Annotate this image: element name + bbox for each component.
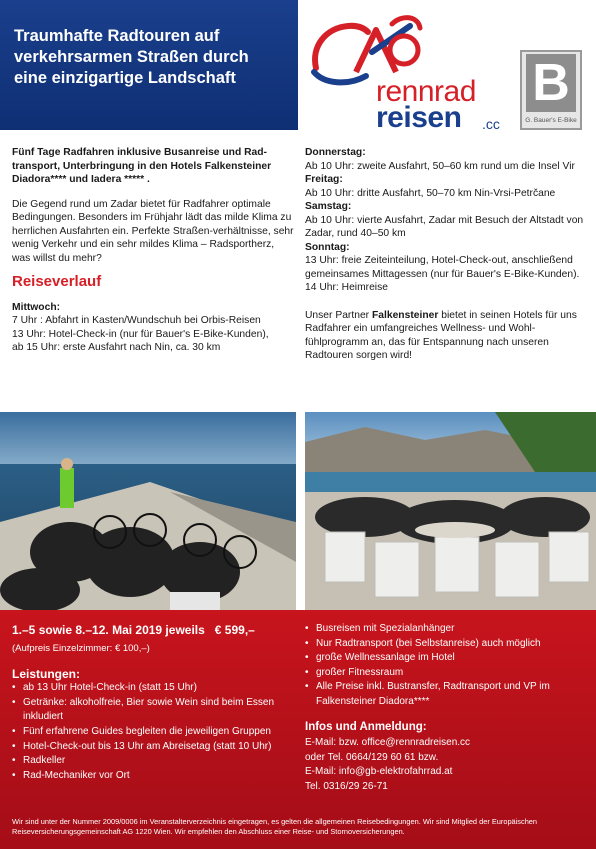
price: € 599,–	[214, 623, 255, 637]
offer-left	[12, 622, 300, 783]
region-paragraph: Die Gegend rund um Zadar bietet für Radfahrer optimale Bedingungen. Besonders im Frühjahr lädt das milde Klima zu herrlichen Ausfahrten ein. Perfekte Straßen-verhältnisse, sehr wenig Verkehr und ein sehr mildes Klima – Radsportherz, was willst du mehr?	[12, 198, 294, 264]
info-title: Infos und Anmeldung:	[305, 720, 427, 733]
header	[0, 0, 596, 135]
list-item: • Hotel-Check-out bis 13 Uhr am Abreisetag (statt 10 Uhr)	[12, 740, 300, 755]
contact-line[interactable]: E-Mail: bzw. office@rennradreisen.cc	[305, 737, 471, 749]
day-heading: Donnerstag:	[305, 147, 366, 158]
extras-list	[305, 622, 589, 710]
section-title-reiseverlauf: Reiseverlauf	[12, 273, 102, 290]
day-line: 7 Uhr : Abfahrt in Kasten/Wundschuh bei Orbis-Reisen	[12, 315, 261, 326]
legal-footer: Wir sind unter der Nummer 2009/0006 im Veranstalterverzeichnis eingetragen, es gelten die allgemeinen Reisebedingungen. Wir sind Mitglied der Europäischen Reiseversicherungsgemeinschaft AG 1220 Wien. Wir empfehlen den Abschluss einer Reise- und Stornoversicherungen.	[12, 817, 538, 836]
partner-name: Falkensteiner	[371, 309, 439, 321]
partner-suffix: bietet in seinen Hotels für uns Radfahrer ein umfangreiches Wellness- und Wohl-fühlprogramm an, das für Entspannung nach unseren Radtouren sorgen wird!	[305, 309, 577, 361]
contact-line: oder Tel. 0664/129 60 61 bzw.	[305, 751, 439, 763]
day-text: Ab 10 Uhr: zweite Ausfahrt, 50–60 km rund um die Insel Vir	[305, 160, 575, 172]
leistungen-list	[12, 681, 300, 783]
list-item: • großer Fitnessraum	[305, 666, 589, 681]
day-heading: Samstag:	[305, 201, 352, 212]
day-block	[305, 200, 589, 241]
partner-paragraph	[305, 309, 589, 363]
hotel-terrace-photo	[305, 412, 596, 610]
logo-word-rennrad: rennrad	[376, 75, 476, 108]
intro-text: Fünf Tage Radfahren inklusive Busanreise und Rad-transport, Unterbringung in den Hotels Falkensteiner Diadora**** und Iadera ***** .	[12, 147, 272, 185]
b-logo-caption: G. Bauer's E-Bike	[525, 117, 577, 124]
offer-panel	[0, 610, 596, 849]
list-item: • Alle Preise inkl. Bustransfer, Radtransport und VP im Falkensteiner Diadora****	[305, 680, 589, 709]
single-room-surcharge: (Aufpreis Einzelzimmer: € 100,–)	[12, 643, 150, 654]
b-logo-letter: B	[526, 54, 576, 112]
list-item: • große Wellnessanlage im Hotel	[305, 651, 589, 666]
headline	[14, 26, 286, 89]
list-item: • Rad-Mechaniker vor Ort	[12, 769, 300, 784]
logo-word-reisen: reisen	[376, 101, 462, 134]
dates-text: 1.–5 sowie 8.–12. Mai 2019 jeweils	[12, 623, 205, 637]
day-line: 13 Uhr: Hotel-Check-in (nur für Bauer's E-Bike-Kunden),	[12, 328, 269, 340]
bauer-e-bike-logo	[520, 50, 582, 130]
day-heading: Freitag:	[305, 174, 343, 185]
headline-line: Traumhafte Radtouren auf	[14, 27, 220, 45]
right-column	[305, 146, 589, 363]
headline-line: eine einzigartige Landschaft	[14, 69, 236, 87]
leistungen-title: Leistungen:	[12, 666, 80, 681]
list-item: • ab 13 Uhr Hotel-Check-in (statt 15 Uhr)	[12, 681, 300, 696]
list-item: • Fünf erfahrene Guides begleiten die jeweiligen Gruppen	[12, 725, 300, 740]
day-block	[305, 173, 589, 200]
contact-line[interactable]: E-Mail: info@gb-elektrofahrrad.at	[305, 766, 453, 778]
headline-line: verkehrsarmen Straßen durch	[14, 48, 249, 66]
offer-right	[305, 622, 589, 795]
contact-line: Tel. 0316/29 26-71	[305, 780, 388, 792]
travel-dates	[12, 622, 300, 638]
list-item: • Getränke: alkoholfreie, Bier sowie Wein sind beim Essen inkludiert	[12, 696, 300, 725]
partner-prefix: Unser Partner	[305, 309, 372, 321]
day-block	[305, 146, 589, 173]
day-line: ab 15 Uhr: erste Ausfahrt nach Nin, ca. 30 km	[12, 342, 221, 353]
list-item: • Nur Radtransport (bei Selbstanreise) auch möglich	[305, 637, 589, 652]
day-heading: Sonntag:	[305, 241, 350, 253]
list-item: • Radkeller	[12, 754, 300, 769]
day-text: 13 Uhr: freie Zeiteinteilung, Hotel-Check-out, anschließend gemeinsames Mittagessen (nur für Bauer's E-Bike-Kunden). 14 Uhr: Heimreise	[305, 255, 580, 293]
rennradreisen-logo	[298, 0, 596, 135]
day-text: Ab 10 Uhr: dritte Ausfahrt, 50–70 km Nin-Vrsi-Petrčane	[305, 187, 556, 199]
day-block-mittwoch	[12, 301, 294, 355]
headline-box	[0, 0, 298, 130]
list-item: • Busreisen mit Spezialanhänger	[305, 622, 589, 637]
day-text: Ab 10 Uhr: vierte Ausfahrt, Zadar mit Besuch der Altstadt von Zadar, rund 40–50 km	[305, 214, 584, 239]
logo-suffix: .cc	[482, 116, 500, 132]
day-block	[305, 241, 589, 295]
ferry-cyclists-photo	[0, 412, 296, 610]
left-column	[12, 146, 294, 355]
day-heading: Mittwoch:	[12, 301, 61, 313]
